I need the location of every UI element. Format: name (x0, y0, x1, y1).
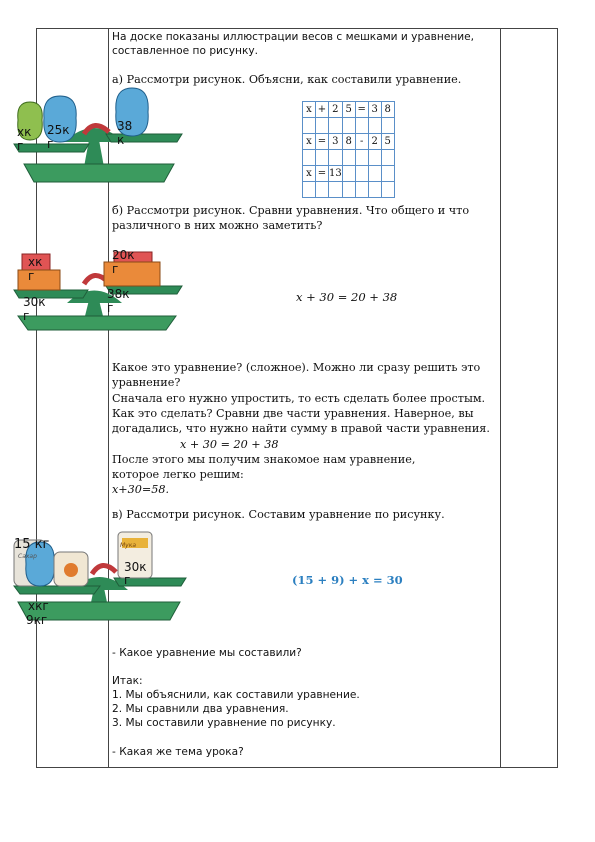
closing-line-1: - Какое уравнение мы составили? (112, 647, 302, 659)
grid-cell: = (355, 102, 368, 118)
grid-cell: x (303, 134, 316, 150)
grid-cell (329, 118, 343, 134)
part-a-task: а) Рассмотри рисунок. Объясни, как составили уравнение. (112, 73, 462, 86)
grid-cell (329, 150, 343, 166)
scale-c-label-x: хкг (28, 599, 49, 613)
grid-cell (368, 118, 381, 134)
scale-b-label-x-unit: г (28, 269, 35, 283)
part-b-task-2: различного в них можно заметить? (112, 219, 323, 232)
grid-cell: 3 (368, 102, 381, 118)
grid-cell (303, 150, 316, 166)
scale-a-label-38: 38 (117, 119, 133, 133)
equation-b-simplified: x+30=58. (112, 483, 170, 496)
grid-cell (342, 182, 355, 198)
part-b-text-2: уравнение? (112, 376, 181, 389)
grid-cell: 13 (329, 166, 343, 182)
grid-cell: 5 (342, 102, 355, 118)
grid-cell: x (303, 166, 316, 182)
grid-cell (316, 182, 329, 198)
scale-c-label-30-unit: г (124, 573, 131, 587)
equation-c: (15 + 9) + x = 30 (292, 573, 403, 587)
grid-cell: 2 (329, 102, 343, 118)
grid-cell (381, 150, 394, 166)
part-b-text-6: После этого мы получим знакомое нам уравнение, (112, 453, 416, 466)
equation-grid (302, 101, 395, 198)
grid-cell: 8 (342, 134, 355, 150)
grid-cell (342, 118, 355, 134)
intro-line-2: составленное по рисунку. (112, 45, 258, 57)
part-b-text-3: Сначала его нужно упростить, то есть сделать более простым. (112, 392, 486, 405)
scale-c-bag-flour: Мука (120, 542, 137, 549)
grid-cell: = (316, 134, 329, 150)
closing-line-5: 2. Мы сравнили два уравнения. (112, 703, 289, 715)
equation-b: x + 30 = 20 + 38 (296, 290, 398, 304)
scale-c-bag-sugar: Сахар (18, 553, 37, 560)
grid-cell: 5 (381, 134, 394, 150)
scale-c-label-9: 9кг (26, 613, 48, 627)
closing-line-8: - Какая же тема урока? (112, 746, 244, 758)
scale-a-label-38-unit: к (117, 133, 125, 147)
grid-cell (355, 182, 368, 198)
grid-cell (381, 166, 394, 182)
scale-a-label-25: 25к (47, 123, 70, 137)
grid-cell (355, 166, 368, 182)
scale-a-label-25-unit: г (47, 137, 54, 151)
closing-line-6: 3. Мы составили уравнение по рисунку. (112, 717, 336, 729)
scale-illustration-a (14, 92, 184, 187)
scale-b-label-30-unit: г (23, 309, 30, 323)
scale-b-label-20: 20к (112, 248, 135, 262)
grid-cell: + (316, 102, 329, 118)
part-b-text-4: Как это сделать? Сравни две части уравнения. Наверное, вы (112, 407, 474, 420)
grid-cell: = (316, 166, 329, 182)
scale-b-label-38-unit: г (107, 301, 114, 315)
scale-c-label-30: 30к (124, 560, 147, 574)
grid-cell: 3 (329, 134, 343, 150)
grid-cell (342, 150, 355, 166)
scale-b-label-x: хк (28, 255, 43, 269)
grid-cell (368, 166, 381, 182)
grid-cell: x (303, 102, 316, 118)
grid-cell (342, 166, 355, 182)
closing-line-4: 1. Мы объяснили, как составили уравнение. (112, 689, 360, 701)
grid-cell: 2 (368, 134, 381, 150)
closing-line-3: Итак: (112, 675, 143, 687)
part-c-task: в) Рассмотри рисунок. Составим уравнение по рисунку. (112, 508, 445, 521)
column-divider-right (500, 28, 501, 768)
grid-cell (303, 118, 316, 134)
grid-cell (381, 118, 394, 134)
grid-cell (316, 118, 329, 134)
scale-b-label-30: 30к (23, 295, 46, 309)
scale-a-label-x: хк (17, 125, 32, 139)
intro-line-1: На доске показаны иллюстрации весов с мешками и уравнение, (112, 31, 475, 43)
grid-cell (381, 182, 394, 198)
scale-b-label-38: 38к (107, 287, 130, 301)
part-b-task-1: б) Рассмотри рисунок. Сравни уравнения. Что общего и что (112, 204, 470, 217)
part-b-text-5: догадались, что нужно найти сумму в правой части уравнения. (112, 422, 490, 435)
grid-cell (355, 118, 368, 134)
scale-c-label-15: 15 кг (14, 537, 50, 552)
grid-cell: - (355, 134, 368, 150)
grid-cell (355, 150, 368, 166)
grid-cell (368, 150, 381, 166)
scale-a-label-x-unit: г (17, 139, 24, 153)
equation-b-repeat: x + 30 = 20 + 38 (180, 438, 279, 451)
grid-cell (329, 182, 343, 198)
scale-b-label-20-unit: г (112, 262, 119, 276)
grid-cell: 8 (381, 102, 394, 118)
grid-cell (303, 182, 316, 198)
part-b-text-1: Какое это уравнение? (сложное). Можно ли сразу решить это (112, 361, 481, 374)
grid-cell (368, 182, 381, 198)
part-b-text-7: которое легко решим: (112, 468, 244, 481)
grid-cell (316, 150, 329, 166)
